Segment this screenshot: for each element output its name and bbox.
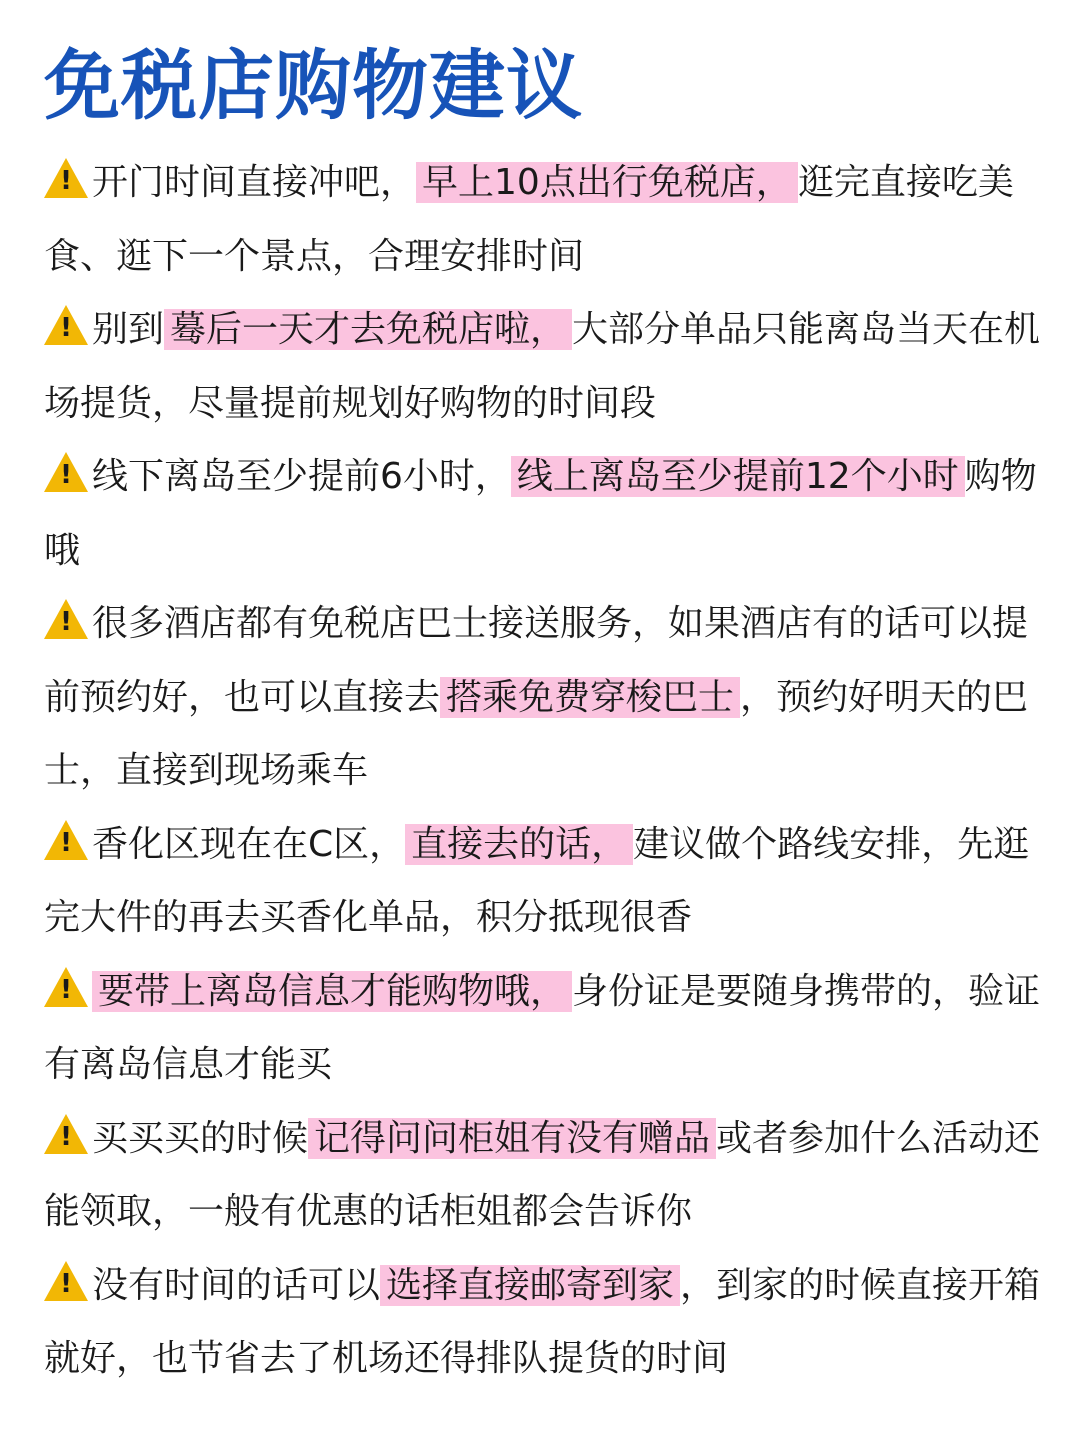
warning-mark: ! (60, 607, 72, 637)
tip-highlight: 蓦后一天才去免税店啦， (164, 309, 572, 350)
warning-icon (44, 967, 88, 1007)
tip-text: 建议做个路线安排，先逛完大件的再去买香化单品，积分抵现很香 (44, 823, 1030, 938)
warning-icon (44, 599, 88, 639)
tip-text: 或者参加什么活动还能领取，一般有优惠的话柜姐都会告诉你 (44, 1117, 1041, 1232)
tip-item (44, 1249, 1044, 1396)
tip-highlight: 直接去的话， (405, 824, 633, 865)
tip-item (44, 808, 1044, 955)
warning-icon (44, 820, 88, 860)
tip-item (44, 293, 1044, 440)
tip-highlight: 记得问问柜姐有没有赠品 (308, 1118, 716, 1159)
warning-icon (44, 158, 88, 198)
tip-highlight: 线上离岛至少提前12个小时 (511, 456, 965, 497)
warning-icon (44, 1261, 88, 1301)
tip-text: 逛完直接吃美食、逛下一个景点，合理安排时间 (44, 162, 1014, 277)
warning-mark: ! (60, 827, 72, 858)
tip-item (44, 587, 1044, 808)
tip-text: ，预约好明天的巴士，直接到现场乘车 (44, 676, 1029, 791)
tip-text: 线下离岛至少提前6小时， (92, 456, 511, 497)
tip-highlight: 早上10点出行免税店， (416, 162, 798, 203)
warning-mark: ! (60, 974, 72, 1005)
warning-mark: ! (60, 1268, 72, 1299)
tip-text: 身份证是要随身携带的，验证有离岛信息才能买 (44, 970, 1041, 1085)
tip-text: 没有时间的话可以 (92, 1264, 381, 1306)
warning-icon (44, 305, 88, 345)
tip-item (44, 1102, 1044, 1249)
warning-mark: ! (60, 1121, 72, 1152)
tip-text: ，到家的时候直接开箱就好，也节省去了机场还得排队提货的时间 (44, 1264, 1041, 1379)
tip-text: 很多酒店都有免税店巴士接送服务，如果酒店有的话可以提前预约好，也可以直接去 (44, 603, 1029, 718)
warning-mark: ! (60, 313, 72, 343)
tip-highlight: 搭乘免费穿梭巴士 (440, 677, 740, 718)
tip-item (44, 146, 1044, 293)
tip-text: 香化区现在在C区， (92, 823, 406, 865)
tip-text: 开门时间直接冲吧， (92, 162, 417, 203)
page-title: 免税店购物建议 (44, 41, 583, 130)
tip-highlight: 要带上离岛信息才能购物哦， (92, 971, 572, 1012)
tip-text: 购物哦 (44, 456, 1037, 571)
tip-highlight: 选择直接邮寄到家 (380, 1265, 680, 1306)
tip-text: 大部分单品只能离岛当天在机场提货，尽量提前规划好购物的时间段 (44, 309, 1041, 424)
tips-list (44, 146, 1044, 1396)
tip-text: 买买买的时候 (92, 1117, 309, 1159)
tip-text: 别到 (92, 309, 165, 350)
tip-item (44, 440, 1044, 587)
warning-icon (44, 1114, 88, 1154)
warning-icon (44, 452, 88, 492)
tip-item (44, 955, 1044, 1102)
warning-mark: ! (60, 460, 72, 490)
warning-mark: ! (60, 166, 72, 196)
